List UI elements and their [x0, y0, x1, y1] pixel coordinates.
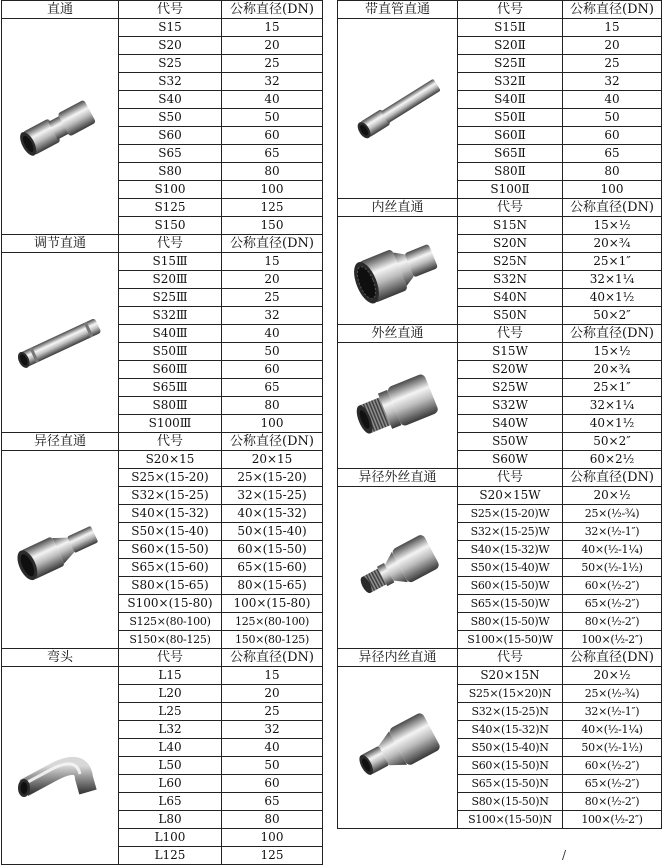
- dn-cell: 50: [222, 757, 323, 775]
- code-cell: S40×(15-32)N: [458, 721, 563, 739]
- spec-table-right: [337, 0, 662, 829]
- dn-cell: 65×(15-60): [222, 559, 323, 577]
- code-cell: L15: [119, 667, 222, 685]
- code-cell: S65×(15-50)W: [458, 595, 563, 613]
- dn-cell: 50×(½-1½): [563, 559, 662, 577]
- code-cell: S65×(15-50)N: [458, 775, 563, 793]
- table-row: [2, 667, 323, 685]
- product-image-cell: [338, 19, 458, 199]
- code-cell: S100: [119, 181, 222, 199]
- code-cell: S15: [119, 19, 222, 37]
- code-cell: L50: [119, 757, 222, 775]
- code-cell: S15Ⅲ: [119, 253, 222, 271]
- code-cell: S50Ⅲ: [119, 343, 222, 361]
- reducer-coupling-icon: [10, 510, 110, 590]
- section-header-row: [2, 1, 323, 19]
- code-cell: S40W: [458, 415, 563, 433]
- code-cell: S32N: [458, 271, 563, 289]
- spec-table-left: [1, 0, 323, 865]
- dn-cell: 40×1½: [563, 289, 662, 307]
- code-cell: S20×15N: [458, 667, 563, 685]
- code-cell: S80×(15-50)W: [458, 613, 563, 631]
- dn-cell: 32: [222, 307, 323, 325]
- section-header-row: [2, 235, 323, 253]
- code-cell: S65: [119, 145, 222, 163]
- dn-header: 公称直径(DN): [563, 325, 662, 343]
- dn-header: 公称直径(DN): [563, 1, 662, 19]
- reducer-male-thread-icon: [348, 513, 448, 623]
- code-cell: S32: [119, 73, 222, 91]
- code-cell: L32: [119, 721, 222, 739]
- section-title: 直通: [2, 1, 119, 19]
- dn-cell: 20×½: [563, 487, 662, 505]
- dn-cell: 32: [222, 73, 323, 91]
- section-header-row: [338, 199, 662, 217]
- dn-cell: 40×(½-1¼): [563, 541, 662, 559]
- product-image-cell: [338, 667, 458, 829]
- product-image-cell: [2, 667, 119, 865]
- section-title: 异径直通: [2, 433, 119, 451]
- dn-cell: 100×(15-80): [222, 595, 323, 613]
- dn-cell: 125: [222, 847, 323, 865]
- dn-cell: 50: [222, 109, 323, 127]
- code-header: 代号: [119, 235, 222, 253]
- code-cell: S25×(15-20)W: [458, 505, 563, 523]
- dn-header: 公称直径(DN): [222, 433, 323, 451]
- product-image-cell: [2, 451, 119, 649]
- table-row: [338, 217, 662, 235]
- dn-cell: 20×¾: [563, 361, 662, 379]
- dn-cell: 100: [563, 181, 662, 199]
- code-cell: S100Ⅲ: [119, 415, 222, 433]
- elbow-icon: [10, 726, 110, 806]
- dn-cell: 20×15: [222, 451, 323, 469]
- code-cell: S40: [119, 91, 222, 109]
- code-cell: S40Ⅲ: [119, 325, 222, 343]
- section-header-row: [338, 1, 662, 19]
- product-image-cell: [2, 19, 119, 235]
- code-cell: S15Ⅱ: [458, 19, 563, 37]
- code-cell: S100×(15-50)N: [458, 811, 563, 829]
- code-cell: S32W: [458, 397, 563, 415]
- dn-cell: 32: [222, 721, 323, 739]
- dn-cell: 60: [563, 127, 662, 145]
- code-cell: S50N: [458, 307, 563, 325]
- dn-cell: 80: [222, 163, 323, 181]
- code-cell: S100×(15-50)W: [458, 631, 563, 649]
- table-row: [2, 451, 323, 469]
- code-header: 代号: [458, 1, 563, 19]
- table-row: [2, 19, 323, 37]
- dn-cell: 20: [222, 271, 323, 289]
- dn-header: 公称直径(DN): [222, 1, 323, 19]
- code-cell: S125: [119, 199, 222, 217]
- dn-cell: 32×(15-25): [222, 487, 323, 505]
- table-row: [338, 343, 662, 361]
- code-cell: S125×(80-100): [119, 613, 222, 631]
- code-cell: L125: [119, 847, 222, 865]
- dn-cell: 60×(15-50): [222, 541, 323, 559]
- code-cell: S150: [119, 217, 222, 235]
- code-cell: L100: [119, 829, 222, 847]
- code-cell: L20: [119, 685, 222, 703]
- dn-cell: 60×2½: [563, 451, 662, 469]
- dn-cell: 50×(15-40): [222, 523, 323, 541]
- dn-cell: 100: [222, 829, 323, 847]
- section-title: 调节直通: [2, 235, 119, 253]
- dn-cell: 15×½: [563, 217, 662, 235]
- code-cell: S65Ⅲ: [119, 379, 222, 397]
- dn-cell: 80: [563, 163, 662, 181]
- section-title: 带直管直通: [338, 1, 458, 19]
- section-title: 弯头: [2, 649, 119, 667]
- code-header: 代号: [458, 199, 563, 217]
- dn-cell: 80: [222, 397, 323, 415]
- code-cell: S80×(15-65): [119, 577, 222, 595]
- straight-coupling-icon: [10, 92, 110, 162]
- product-image-cell: [2, 253, 119, 433]
- dn-cell: 20×¾: [563, 235, 662, 253]
- code-cell: S40×(15-32): [119, 505, 222, 523]
- dn-cell: 100×(½-2″): [563, 631, 662, 649]
- dn-cell: 25: [222, 55, 323, 73]
- code-cell: S25×(15-20): [119, 469, 222, 487]
- dn-cell: 20: [222, 685, 323, 703]
- code-cell: S100Ⅱ: [458, 181, 563, 199]
- product-image-cell: [338, 217, 458, 325]
- dn-cell: 40: [222, 739, 323, 757]
- dn-cell: 60×(½-2″): [563, 577, 662, 595]
- section-title: 内丝直通: [338, 199, 458, 217]
- dn-cell: 25×(15-20): [222, 469, 323, 487]
- code-header: 代号: [119, 433, 222, 451]
- code-cell: S32Ⅲ: [119, 307, 222, 325]
- tube-coupling-icon: [348, 64, 448, 154]
- code-cell: S50W: [458, 433, 563, 451]
- code-cell: S32×(15-25)W: [458, 523, 563, 541]
- dn-header: 公称直径(DN): [563, 649, 662, 667]
- right-column: [337, 0, 661, 829]
- dn-cell: 65: [563, 145, 662, 163]
- code-cell: S15W: [458, 343, 563, 361]
- dn-cell: 15: [222, 667, 323, 685]
- section-title: 异径内丝直通: [338, 649, 458, 667]
- product-image-cell: [338, 487, 458, 649]
- code-cell: S15N: [458, 217, 563, 235]
- code-cell: S20N: [458, 235, 563, 253]
- dn-cell: 25×1″: [563, 379, 662, 397]
- code-header: 代号: [458, 649, 563, 667]
- dn-cell: 32: [563, 73, 662, 91]
- code-cell: S20Ⅲ: [119, 271, 222, 289]
- dn-cell: 65: [222, 379, 323, 397]
- dn-cell: 15: [563, 19, 662, 37]
- code-cell: S60: [119, 127, 222, 145]
- code-cell: L80: [119, 811, 222, 829]
- reducer-female-thread-icon: [348, 693, 448, 803]
- dn-cell: 125: [222, 199, 323, 217]
- dn-cell: 60: [222, 775, 323, 793]
- code-cell: S20×15W: [458, 487, 563, 505]
- dn-cell: 20: [222, 37, 323, 55]
- dn-cell: 32×1¼: [563, 397, 662, 415]
- dn-cell: 40×(15-32): [222, 505, 323, 523]
- table-row: [338, 667, 662, 685]
- dn-cell: 50×2″: [563, 307, 662, 325]
- table-row: [338, 487, 662, 505]
- dn-header: 公称直径(DN): [222, 649, 323, 667]
- code-cell: S50×(15-40): [119, 523, 222, 541]
- code-cell: L25: [119, 703, 222, 721]
- dn-cell: 25×(½-¾): [563, 505, 662, 523]
- dn-cell: 60: [222, 127, 323, 145]
- code-cell: S25W: [458, 379, 563, 397]
- code-cell: S80: [119, 163, 222, 181]
- code-cell: S60×(15-50)W: [458, 577, 563, 595]
- code-cell: L65: [119, 793, 222, 811]
- section-title: 外丝直通: [338, 325, 458, 343]
- dn-cell: 40×(½-1¼): [563, 721, 662, 739]
- code-cell: L40: [119, 739, 222, 757]
- code-cell: S60×(15-50)N: [458, 757, 563, 775]
- code-header: 代号: [119, 1, 222, 19]
- code-cell: S40×(15-32)W: [458, 541, 563, 559]
- dn-header: 公称直径(DN): [222, 235, 323, 253]
- dn-cell: 50×2″: [563, 433, 662, 451]
- dn-cell: 80×(½-2″): [563, 613, 662, 631]
- code-cell: S20Ⅱ: [458, 37, 563, 55]
- code-cell: S32×(15-25)N: [458, 703, 563, 721]
- dn-cell: 50: [222, 343, 323, 361]
- footer-mark: /: [562, 848, 567, 862]
- code-cell: S20: [119, 37, 222, 55]
- code-cell: S20×15: [119, 451, 222, 469]
- dn-header: 公称直径(DN): [563, 469, 662, 487]
- code-cell: S60×(15-50): [119, 541, 222, 559]
- section-header-row: [2, 433, 323, 451]
- dn-cell: 60×(½-2″): [563, 757, 662, 775]
- dn-cell: 32×(½-1″): [563, 523, 662, 541]
- dn-cell: 40: [222, 91, 323, 109]
- code-cell: S50Ⅱ: [458, 109, 563, 127]
- code-cell: S80Ⅱ: [458, 163, 563, 181]
- section-header-row: [338, 469, 662, 487]
- code-header: 代号: [458, 325, 563, 343]
- code-cell: S25N: [458, 253, 563, 271]
- dn-cell: 25×1″: [563, 253, 662, 271]
- code-cell: S20W: [458, 361, 563, 379]
- code-cell: S25: [119, 55, 222, 73]
- code-cell: S80Ⅲ: [119, 397, 222, 415]
- section-title: 异径外丝直通: [338, 469, 458, 487]
- code-cell: S100×(15-80): [119, 595, 222, 613]
- dn-cell: 32×1¼: [563, 271, 662, 289]
- dn-cell: 32×(½-1″): [563, 703, 662, 721]
- dn-cell: 125×(80-100): [222, 613, 323, 631]
- dn-cell: 50×(½-1½): [563, 739, 662, 757]
- dn-cell: 40: [222, 325, 323, 343]
- dn-header: 公称直径(DN): [563, 199, 662, 217]
- dn-cell: 25×(½-¾): [563, 685, 662, 703]
- dn-cell: 60: [222, 361, 323, 379]
- dn-cell: 15×½: [563, 343, 662, 361]
- dn-cell: 40×1½: [563, 415, 662, 433]
- dn-cell: 150: [222, 217, 323, 235]
- section-header-row: [2, 649, 323, 667]
- left-column: [1, 0, 322, 865]
- code-cell: S60Ⅱ: [458, 127, 563, 145]
- code-cell: S50×(15-40)W: [458, 559, 563, 577]
- dn-cell: 25: [563, 55, 662, 73]
- dn-cell: 65×(½-2″): [563, 775, 662, 793]
- code-cell: S150×(80-125): [119, 631, 222, 649]
- table-row: [2, 253, 323, 271]
- code-cell: S25×(15×20)N: [458, 685, 563, 703]
- code-cell: L60: [119, 775, 222, 793]
- dn-cell: 65×(½-2″): [563, 595, 662, 613]
- dn-cell: 100: [222, 181, 323, 199]
- section-header-row: [338, 325, 662, 343]
- code-cell: S25Ⅲ: [119, 289, 222, 307]
- dn-cell: 65: [222, 793, 323, 811]
- code-cell: S50×(15-40)N: [458, 739, 563, 757]
- male-thread-coupling-icon: [348, 361, 448, 451]
- code-cell: S40N: [458, 289, 563, 307]
- code-header: 代号: [119, 649, 222, 667]
- dn-cell: 150×(80-125): [222, 631, 323, 649]
- dn-cell: 25: [222, 703, 323, 721]
- dn-cell: 80×(15-65): [222, 577, 323, 595]
- code-cell: S60W: [458, 451, 563, 469]
- code-cell: S80×(15-50)N: [458, 793, 563, 811]
- code-cell: S65×(15-60): [119, 559, 222, 577]
- dn-cell: 80×(½-2″): [563, 793, 662, 811]
- dn-cell: 50: [563, 109, 662, 127]
- code-cell: S60Ⅲ: [119, 361, 222, 379]
- code-cell: S32Ⅱ: [458, 73, 563, 91]
- dn-cell: 40: [563, 91, 662, 109]
- dn-cell: 15: [222, 253, 323, 271]
- adjustable-coupling-icon: [10, 308, 110, 378]
- dn-cell: 100×(½-2″): [563, 811, 662, 829]
- product-image-cell: [338, 343, 458, 469]
- dn-cell: 80: [222, 811, 323, 829]
- table-row: [338, 19, 662, 37]
- code-cell: S25Ⅱ: [458, 55, 563, 73]
- female-thread-coupling-icon: [348, 228, 448, 313]
- dn-cell: 15: [222, 19, 323, 37]
- dn-cell: 20×½: [563, 667, 662, 685]
- code-header: 代号: [458, 469, 563, 487]
- code-cell: S50: [119, 109, 222, 127]
- code-cell: S32×(15-25): [119, 487, 222, 505]
- section-header-row: [338, 649, 662, 667]
- code-cell: S65Ⅱ: [458, 145, 563, 163]
- code-cell: S40Ⅱ: [458, 91, 563, 109]
- dn-cell: 65: [222, 145, 323, 163]
- dn-cell: 100: [222, 415, 323, 433]
- dn-cell: 20: [563, 37, 662, 55]
- dn-cell: 25: [222, 289, 323, 307]
